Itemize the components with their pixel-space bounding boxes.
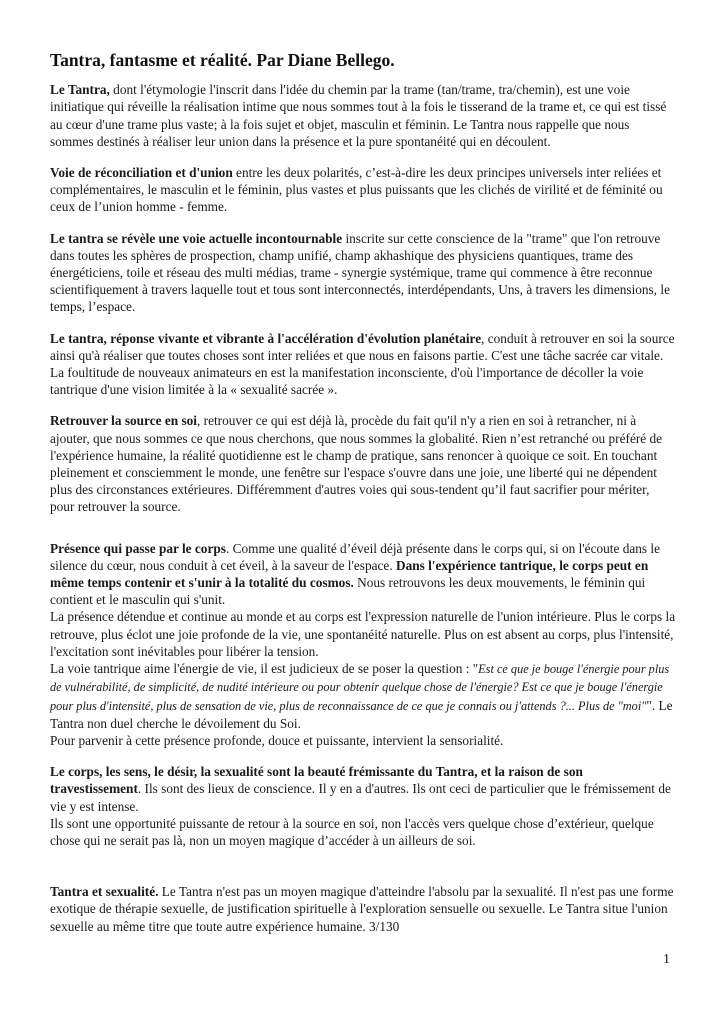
paragraph-italic-question: Est ce que je bouge l'énergie pour plus de vulnérabilité, de simplicité, de nudité intérieure ou pour obtenir quelque chose de l'énergie? Est ce que je bouge l'énergie pour plus d'intensité, plus de sensation de vie, plus de reconnaissance de ce que je connais ou j'attends ?... Plus de "moi"	[50, 662, 670, 713]
paragraph-text: inscrite sur cette conscience de la "trame" que l'on retrouve dans toutes les sphères de prospection, champ unifié, champ akhashique des physiciens quantiques, trame des énergéticiens, toile et réseau des multi médias, trame - synergie systémique, trame qui commence à être reconnue scientifiquement à travers laquelle tout et tous sont interconnectés, interdépendants, Uns, à travers les dimensions, le temps, l’espace.	[50, 230, 670, 315]
paragraph-corps-sens	[50, 763, 676, 815]
paragraph-text: La voie tantrique aime l'énergie de vie, il est judicieux de se poser la question : "	[50, 661, 479, 677]
paragraph-text: . Ils sont des lieux de conscience. Il y en a d'autres. Ils ont ceci de particulier que le frémissement de vie y est intense.	[50, 781, 671, 814]
paragraph-lead: Le tantra, réponse vivante et vibrante à l'accélération d'évolution planétaire	[50, 330, 482, 346]
paragraph-lead: Voie de réconciliation et d'union	[50, 165, 233, 181]
paragraph-voie-energie	[50, 660, 676, 732]
paragraph-sensorialite: Pour parvenir à cette présence profonde, douce et puissante, intervient la sensorialité.	[50, 732, 504, 748]
paragraph-text: Le Tantra n'est pas un moyen magique d'atteindre l'absolu par la sexualité. Il n'est pas une forme exotique de thérapie sexuelle, de justification spirituelle à l'exploration sensuelle ou sexuelle. Le Tantra situe l'union sexuelle au même titre que toute autre expérience humaine. 3/130	[50, 884, 674, 934]
paragraph-opportunite: Ils sont une opportunité puissante de retour à la source en soi, non l'accès vers quelque chose d’extérieur, quelque chose qui ne serait pas là, non un moyen magique d’accéder à un ailleurs de soi.	[50, 815, 654, 848]
paragraph-reponse-vivante	[50, 330, 676, 399]
paragraph-text: ". Le Tantra non duel cherche le dévoilement du Soi.	[50, 697, 673, 731]
paragraph-presence-corps	[50, 540, 676, 609]
document-title: Tantra, fantasme et réalité. Par Diane Bellego.	[50, 50, 395, 70]
paragraph-lead: Retrouver la source en soi	[50, 413, 197, 429]
paragraph-tantra-intro	[50, 81, 676, 150]
paragraph-retrouver-source	[50, 412, 676, 515]
paragraph-lead: Le corps, les sens, le désir, la sexualité sont la beauté frémissante du Tantra, et la raison de son travestissement	[50, 764, 583, 797]
paragraph-text: , retrouver ce qui est déjà là, procède du fait qu'il n'y a rien en soi à retrancher, ni à ajouter, que nous sommes ce que nous cherchons, que nous sommes la globalité. Rien n’est retranché ou préféré de l'expérience humaine, la réalité quotidienne est le champ de pratique, sans renoncer à quoique ce soit. En touchant pleinement et consciemment le monde, une fenêtre sur l'espace s'ouvre dans une joie, une liberté qui ne dépendent plus des circonstances extérieures. Différemment d'autres voies qui sous-tendent qu’il faut sacrifier pour mériter, pour retrouver la source.	[50, 413, 663, 515]
paragraph-voie-actuelle	[50, 230, 676, 316]
paragraph-lead: Le Tantra,	[50, 82, 110, 98]
paragraph-text: Nous retrouvons les deux mouvements, le féminin qui contient et le masculin qui s'unit.	[50, 575, 646, 608]
spacer	[50, 863, 676, 883]
paragraph-lead: Tantra et sexualité.	[50, 884, 159, 900]
paragraph-text: dont l'étymologie l'inscrit dans l'idée du chemin par la trame (tan/trame, tra/chemin), est une voie initiatique qui réveille la réalisation intime que nous sommes tout à la fois le tisserand de la trame et, ce qui est tissé au cœur d'une trame plus vaste; à la fois sujet et objet, masculin et féminin. Le Tantra nous rappelle que nous sommes destinés à réaliser leur union dans la présence et la pure spontanéité qui en découlent.	[50, 82, 667, 149]
paragraph-presence-detendue: La présence détendue et continue au monde et au corps est l'expression naturelle de l'union intérieure. Plus le corps la retrouve, plus éclot une joie profonde de la vie, une spontanéité naturelle. Plus on est absent au corps, plus l'intensité, l'excitation sont inévitables pour libérer la tension.	[50, 609, 676, 659]
paragraph-tantra-sexualite	[50, 883, 676, 935]
paragraph-lead: Le tantra se révèle une voie actuelle incontournable	[50, 230, 343, 246]
page-number: 1	[663, 952, 670, 967]
paragraph-lead: Présence qui passe par le corps	[50, 540, 226, 556]
paragraph-bold-statement: Dans l'expérience tantrique, le corps peut en même temps contenir et s'unir à la totalité du cosmos.	[50, 557, 649, 591]
paragraph-text: entre les deux polarités, c’est-à-dire les deux principes universels inter reliées et complémentaires, le masculin et le féminin, plus vastes et plus puissants que les clichés de virilité et de féminité ou ceux de l’union homme - femme.	[50, 165, 663, 215]
spacer	[50, 530, 676, 540]
paragraph-text: , conduit à retrouver en soi la source ainsi qu'à réaliser que toutes choses sont inter reliées et que nous en faisons partie. C'est une tâche sacrée car vitale. La foultitude de nouveaux animateurs en est la manifestation inconsciente, d'où l'importance de décoller la voie tantrique d'une vision limitée à la « sexualité sacrée ».	[50, 330, 675, 398]
paragraph-text: . Comme une qualité d’éveil déjà présente dans le corps qui, si on l'écoute dans le silence du cœur, nous conduit à cet éveil, à la saveur de l'espace.	[50, 540, 660, 573]
document-page	[50, 52, 676, 949]
paragraph-reconciliation	[50, 164, 676, 216]
